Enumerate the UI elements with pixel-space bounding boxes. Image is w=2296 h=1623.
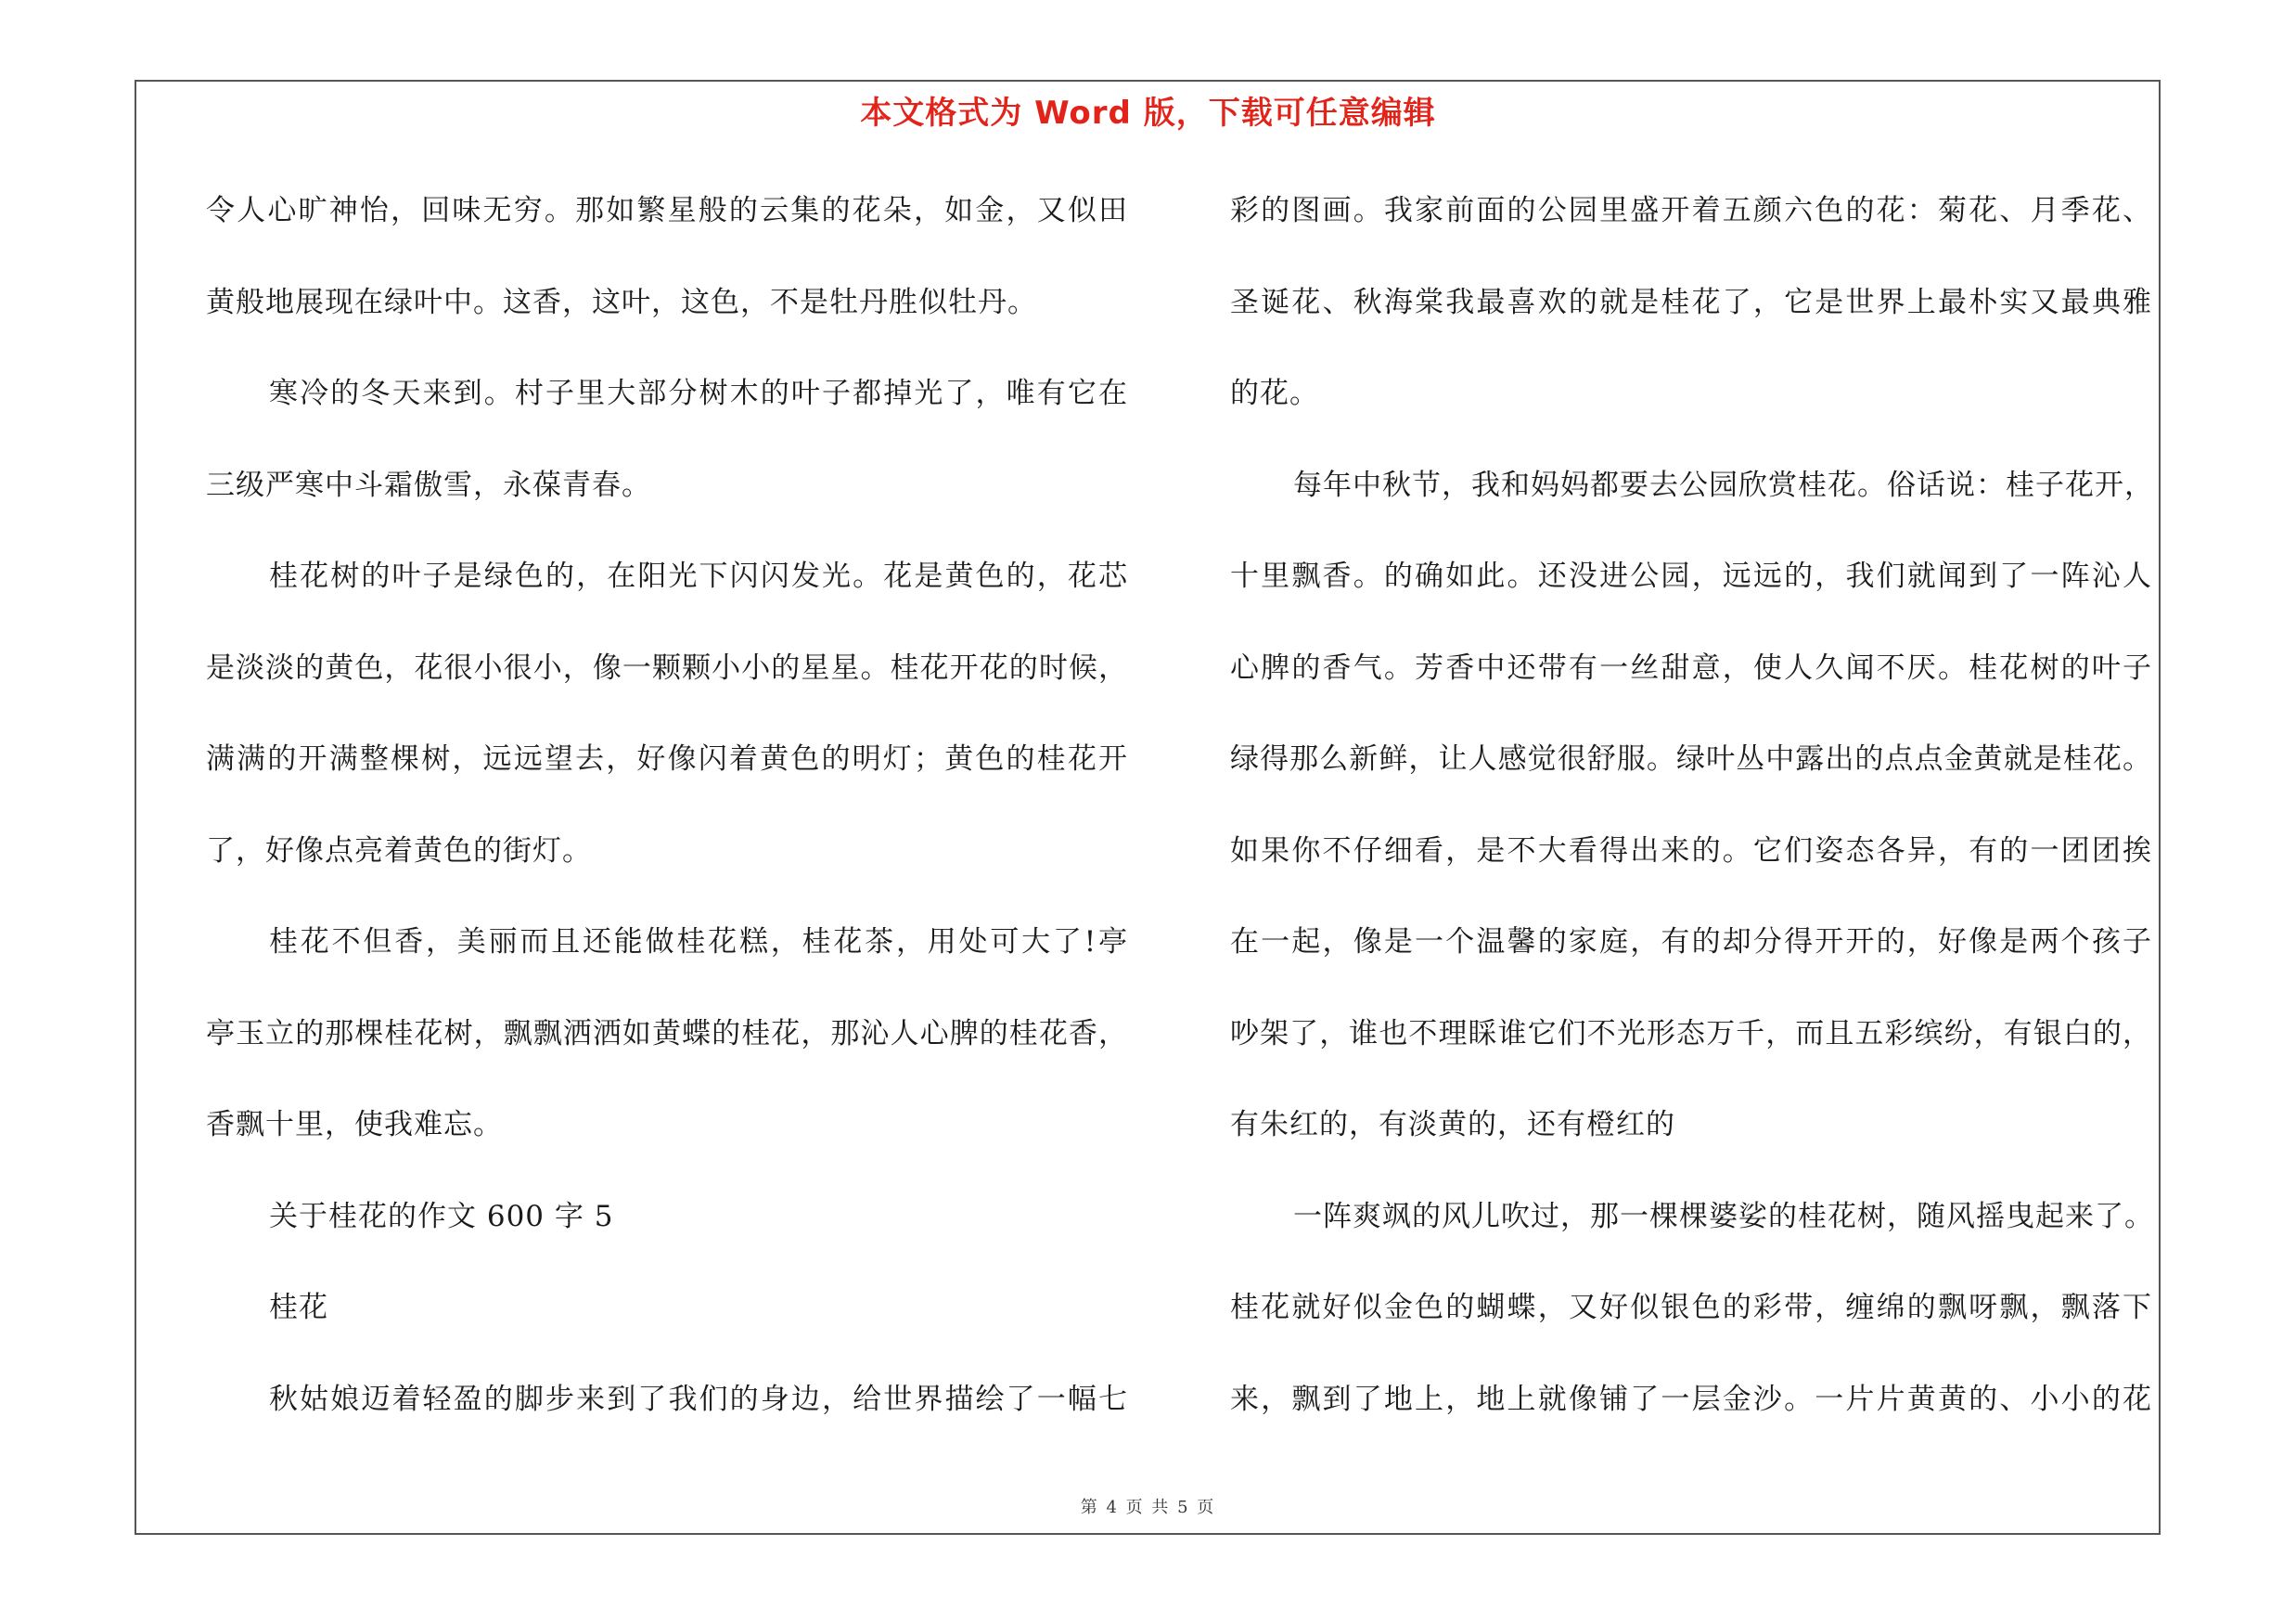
text-line: 关于桂花的作文 600 字 5 (269, 1199, 614, 1233)
text-line: 桂花不但香，美丽而且还能做桂花糕，桂花茶，用处可大了!亭 (269, 925, 1128, 959)
text-line: 亭玉立的那棵桂花树，飘飘洒洒如黄蝶的桂花，那沁人心脾的桂花香， (206, 1016, 1128, 1050)
text-line: 令人心旷神怡，回味无穷。那如繁星般的云集的花朵，如金，又似田 (206, 194, 1128, 227)
right-text-column (1230, 182, 2152, 1462)
text-line: 三级严寒中斗霜傲雪，永葆青春。 (206, 468, 651, 502)
text-line: 桂花就好似金色的蝴蝶，又好似银色的彩带，缠绵的飘呀飘，飘落下 (1230, 1291, 2152, 1324)
text-line: 在一起，像是一个温馨的家庭，有的却分得开开的，好像是两个孩子 (1230, 925, 2152, 959)
text-line: 桂花 (269, 1291, 328, 1324)
left-text-column (206, 182, 1128, 1462)
text-line: 十里飘香。的确如此。还没进公园，远远的，我们就闻到了一阵沁人 (1230, 560, 2152, 593)
text-line: 绿得那么新鲜，让人感觉很舒服。绿叶丛中露出的点点金黄就是桂花。 (1230, 742, 2152, 776)
text-line: 是淡淡的黄色，花很小很小，像一颗颗小小的星星。桂花开花的时候， (206, 650, 1128, 685)
text-line: 黄般地展现在绿叶中。这香，这叶，这色，不是牡丹胜似牡丹。 (206, 285, 1037, 319)
text-line: 圣诞花、秋海棠我最喜欢的就是桂花了，它是世界上最朴实又最典雅 (1230, 285, 2152, 319)
text-line: 秋姑娘迈着轻盈的脚步来到了我们的身边，给世界描绘了一幅七 (269, 1382, 1128, 1416)
text-line: 吵架了，谁也不理睬谁它们不光形态万千，而且五彩缤纷，有银白的， (1230, 1016, 2152, 1050)
text-line: 桂花树的叶子是绿色的，在阳光下闪闪发光。花是黄色的，花芯 (269, 560, 1128, 593)
text-line: 心脾的香气。芳香中还带有一丝甜意，使人久闻不厌。桂花树的叶子 (1230, 650, 2152, 685)
text-line: 寒冷的冬天来到。村子里大部分树木的叶子都掉光了，唯有它在 (269, 377, 1128, 410)
word-format-banner: 本文格式为 Word 版，下载可任意编辑 (860, 95, 1436, 132)
text-line: 了，好像点亮着黄色的街灯。 (206, 833, 592, 868)
text-line: 有朱红的，有淡黄的，还有橙红的 (1230, 1108, 1675, 1141)
text-line: 彩的图画。我家前面的公园里盛开着五颜六色的花：菊花、月季花、 (1230, 194, 2152, 227)
text-line: 香飘十里，使我难忘。 (206, 1108, 503, 1141)
text-line: 如果你不仔细看，是不大看得出来的。它们姿态各异，有的一团团挨 (1230, 833, 2152, 868)
text-line: 满满的开满整棵树，远远望去，好像闪着黄色的明灯；黄色的桂花开 (206, 742, 1128, 776)
text-line: 每年中秋节，我和妈妈都要去公园欣赏桂花。俗话说：桂子花开， (1293, 468, 2154, 502)
text-line: 一阵爽飒的风儿吹过，那一棵棵婆娑的桂花树，随风摇曳起来了。 (1293, 1199, 2154, 1233)
text-line: 的花。 (1230, 377, 1319, 410)
text-line: 来，飘到了地上，地上就像铺了一层金沙。一片片黄黄的、小小的花 (1230, 1382, 2152, 1416)
page-number-footer: 第 4 页 共 5 页 (1080, 1498, 1216, 1517)
